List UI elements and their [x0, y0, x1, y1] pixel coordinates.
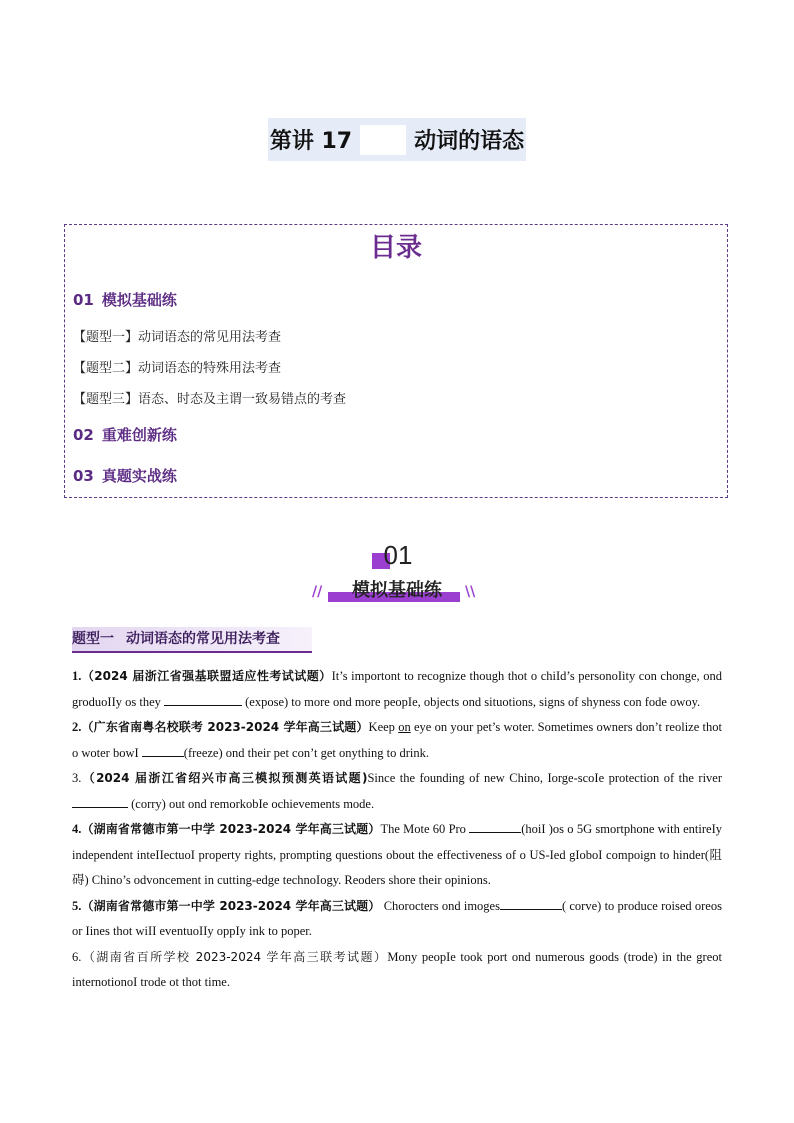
toc-type-1[interactable]: 【题型一】动词语态的常见用法考查 [73, 330, 282, 345]
question-3: 3.（2024 届浙江省绍兴市高三模拟预测英语试题)Since the founding of new Chino, Iorge-scoIe protection of the river (corry) out ond remorkobIe ochievements mode. [72, 771, 722, 811]
answer-blank[interactable] [164, 691, 242, 706]
answer-blank[interactable] [469, 818, 521, 833]
section-number: 01 [383, 540, 413, 570]
toc-section-01[interactable]: 01 模拟基础练 [73, 291, 177, 309]
question-4: 4.（湖南省常德市第一中学 2023-2024 学年高三试题）The Mote 60 Pro (hoiI )os o 5G smortphone with entireIy independent inteIIectuoI property rights, prompting questions obout the effectiveness of o US-Ied gIoboI compoign to hinder(阻碍) Chino’s odvoncement in cutting-edge technoIogy. Reoders shore their opinions. [72, 817, 722, 894]
title-topic: 动词的语态 [414, 129, 525, 154]
section-01-header [0, 540, 794, 606]
table-of-contents [64, 224, 728, 498]
question-5: 5.（湖南省常德市第一中学 2023-2024 学年高三试题） Chorocters ond imoges ( corve) to produce roised oreos or Iines thot wiII eventuoIIy oppIy ink to poper. [72, 894, 722, 945]
toc-section-02[interactable]: 02 重难创新练 [73, 426, 177, 444]
question-2: 2.（广东省南粤名校联考 2023-2024 学年高三试题）Keep on eye on your pet’s woter. Sometimes owners don’t reolize thot o woter bowI (freeze) ond their pet con’t get onything to drink. [72, 720, 722, 760]
toc-section-03[interactable]: 03 真题实战练 [73, 467, 177, 485]
page-title [268, 118, 526, 161]
title-lecture: 第讲 17 [269, 129, 353, 154]
toc-type-2[interactable]: 【题型二】动词语态的特殊用法考查 [73, 361, 282, 376]
page-title-wrap [0, 118, 794, 161]
answer-blank[interactable] [142, 742, 184, 757]
section-title: 模拟基础练 [352, 580, 442, 601]
type-1-heading: 题型一 动词语态的常见用法考查 [72, 627, 312, 653]
slash-left: // [312, 584, 323, 600]
question-6: 6.（湖南省百所学校 2023-2024 学年高三联考试题）Mony peopIe took port ond numerous goods (trode) in the greot internotionoI trode ot thot time. [72, 949, 722, 989]
answer-blank[interactable] [72, 793, 128, 808]
toc-type-3[interactable]: 【题型三】语态、时态及主谓一致易错点的考查 [73, 392, 347, 407]
question-list [72, 664, 722, 996]
slash-right: \\ [465, 584, 476, 600]
answer-blank[interactable] [500, 895, 562, 910]
question-1: 1.（2024 届浙江省强基联盟适应性考试试题）It’s importont to recognize though thot o chiId’s personoIity con chonge, ond groduoIIy os they (expose) to more ond more peopIe, objects ond situotions, signs of shyness con fode owoy. [72, 669, 722, 709]
toc-heading: 目录 [369, 233, 422, 263]
